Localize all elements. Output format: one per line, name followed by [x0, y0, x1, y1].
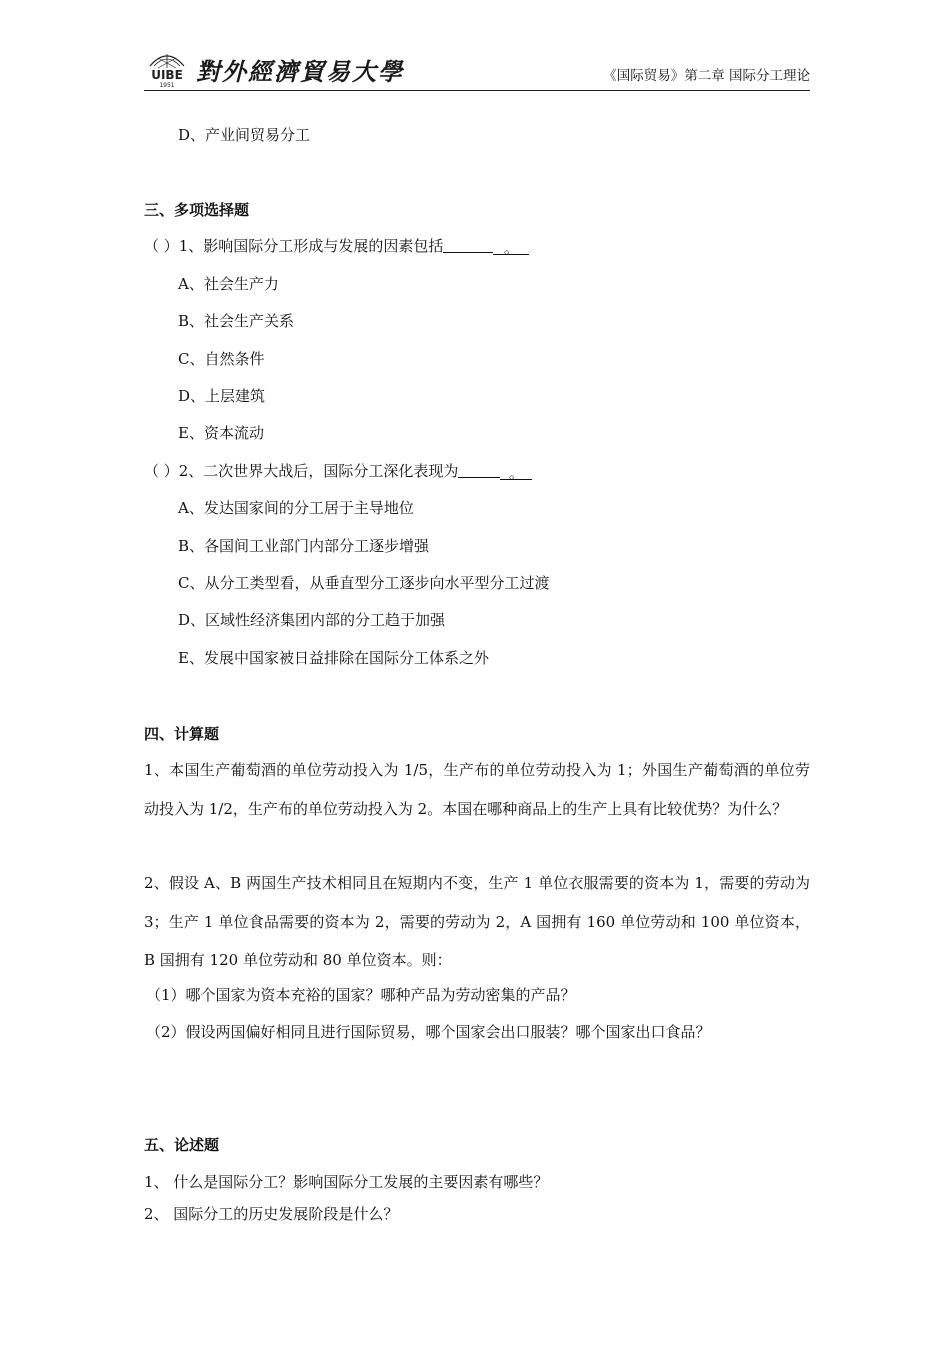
- question-text: （ ）1、影响国际分工形成与发展的因素包括: [144, 237, 444, 255]
- chapter-title: 《国际贸易》第二章 国际分工理论: [603, 68, 810, 84]
- sub-question-1: （1）哪个国家为资本充裕的国家？哪种产品为劳动密集的产品？: [146, 986, 576, 1004]
- option: B、社会生产关系: [178, 312, 295, 330]
- calculation-question-1: 1、本国生产葡萄酒的单位劳动投入为 1/5，生产布的单位劳动投入为 1；外国生产葡萄酒的单位劳动投入为 1/2，生产布的单位劳动投入为 2。本国在哪种商品上的生产上具有比较优势？为什么？: [144, 761, 810, 818]
- answer-blank: [458, 461, 500, 478]
- answer-blank-end: 。: [493, 238, 529, 255]
- option: D、区域性经济集团内部的分工趋于加强: [178, 611, 446, 629]
- logo-text: UIBE: [151, 68, 183, 82]
- question-1: [144, 236, 529, 256]
- option: C、自然条件: [178, 350, 265, 368]
- option: D、上层建筑: [178, 387, 266, 405]
- essay-question-2: 2、 国际分工的历史发展阶段是什么？: [144, 1205, 399, 1223]
- section-heading-multiple-choice: 三、多项选择题: [144, 201, 250, 219]
- essay-question-1: 1、 什么是国际分工？影响国际分工发展的主要因素有哪些？: [144, 1173, 549, 1191]
- option: A、社会生产力: [178, 275, 279, 293]
- logo-year: 1951: [159, 82, 175, 88]
- option-d: D、产业间贸易分工: [178, 126, 311, 144]
- option: E、发展中国家被日益排除在国际分工体系之外: [178, 649, 489, 667]
- sub-question-2: （2）假设两国偏好相同且进行国际贸易，哪个国家会出口服装？哪个国家出口食品？: [146, 1023, 711, 1041]
- university-name: 對外經濟貿易大學: [196, 57, 404, 86]
- answer-blank-end: 。: [500, 463, 532, 480]
- option: C、从分工类型看，从垂直型分工逐步向水平型分工过渡: [178, 574, 550, 592]
- answer-blank: [443, 236, 493, 253]
- section-heading-calculation: 四、计算题: [144, 725, 220, 743]
- calculation-question-2: 2、假设 A、B 两国生产技术相同且在短期内不变，生产 1 单位衣服需要的资本为 1，需要的劳动为 3；生产 1 单位食品需要的资本为 2，需要的劳动为 2，A 国拥有 160 单位劳动和 100 单位资本，B 国拥有 120 单位劳动和 80 单位资本。则：: [144, 874, 810, 969]
- question-text: （ ）2、二次世界大战后，国际分工深化表现为: [144, 462, 459, 480]
- option: A、发达国家间的分工居于主导地位: [178, 499, 414, 517]
- page-header: [144, 44, 810, 91]
- option: E、资本流动: [178, 424, 264, 442]
- option: B、各国间工业部门内部分工逐步增强: [178, 537, 430, 555]
- university-logo: [144, 48, 190, 88]
- question-2: [144, 461, 532, 481]
- section-heading-essay: 五、论述题: [144, 1136, 220, 1154]
